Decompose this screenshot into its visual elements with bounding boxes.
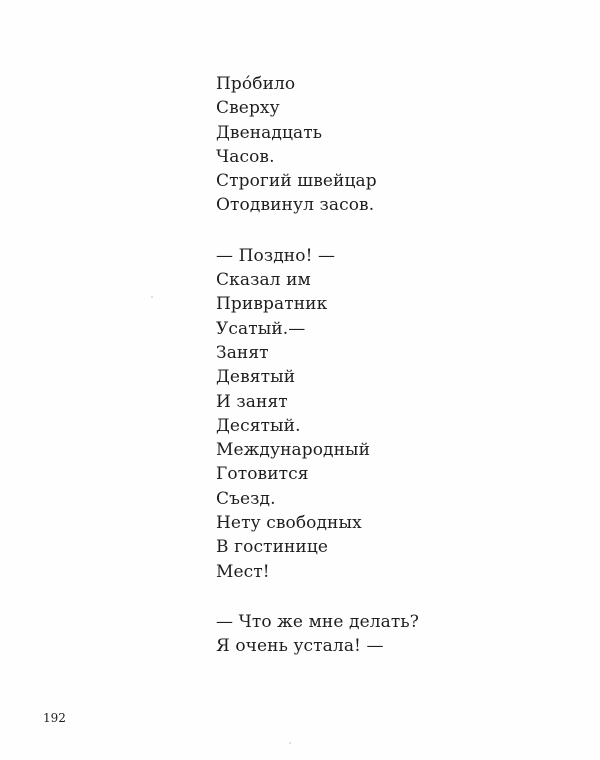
stanza-3 bbox=[216, 610, 556, 659]
poem-line: И занят bbox=[216, 391, 288, 412]
poem-line: Усатый.— bbox=[216, 318, 306, 339]
poem-line: Сказал им bbox=[216, 270, 311, 291]
stanza-1 bbox=[216, 72, 556, 218]
poem-line: Строгий швейцар bbox=[216, 171, 377, 192]
poem-line: Девятый bbox=[216, 367, 296, 388]
stanza-2 bbox=[216, 244, 556, 584]
poem-line: Занят bbox=[216, 342, 269, 363]
poem-line: В гостинице bbox=[216, 537, 329, 558]
poem-line: — Что же мне делать? bbox=[216, 611, 419, 632]
poem-line: Десятый. bbox=[216, 415, 301, 436]
poem-line: Часов. bbox=[216, 146, 275, 167]
paper-speck bbox=[289, 742, 291, 744]
page-number: 192 bbox=[43, 711, 66, 725]
poem-line: Про́било bbox=[216, 74, 296, 94]
poem-line: Я очень устала! — bbox=[216, 636, 384, 657]
paper-speck bbox=[151, 296, 153, 298]
poem-line: Съезд. bbox=[216, 488, 276, 509]
poem-line: Готовится bbox=[216, 464, 309, 485]
poem-text bbox=[216, 72, 556, 685]
poem-line: Двенадцать bbox=[216, 122, 323, 143]
poem-line: Мест! bbox=[216, 561, 270, 582]
poem-line: Международный bbox=[216, 440, 371, 461]
poem-line: Нету свободных bbox=[216, 513, 362, 534]
poem-line: Отодвинул засов. bbox=[216, 195, 375, 216]
poem-line: — Поздно! — bbox=[216, 245, 336, 266]
poem-line: Привратник bbox=[216, 294, 328, 315]
poem-line: Сверху bbox=[216, 98, 280, 119]
